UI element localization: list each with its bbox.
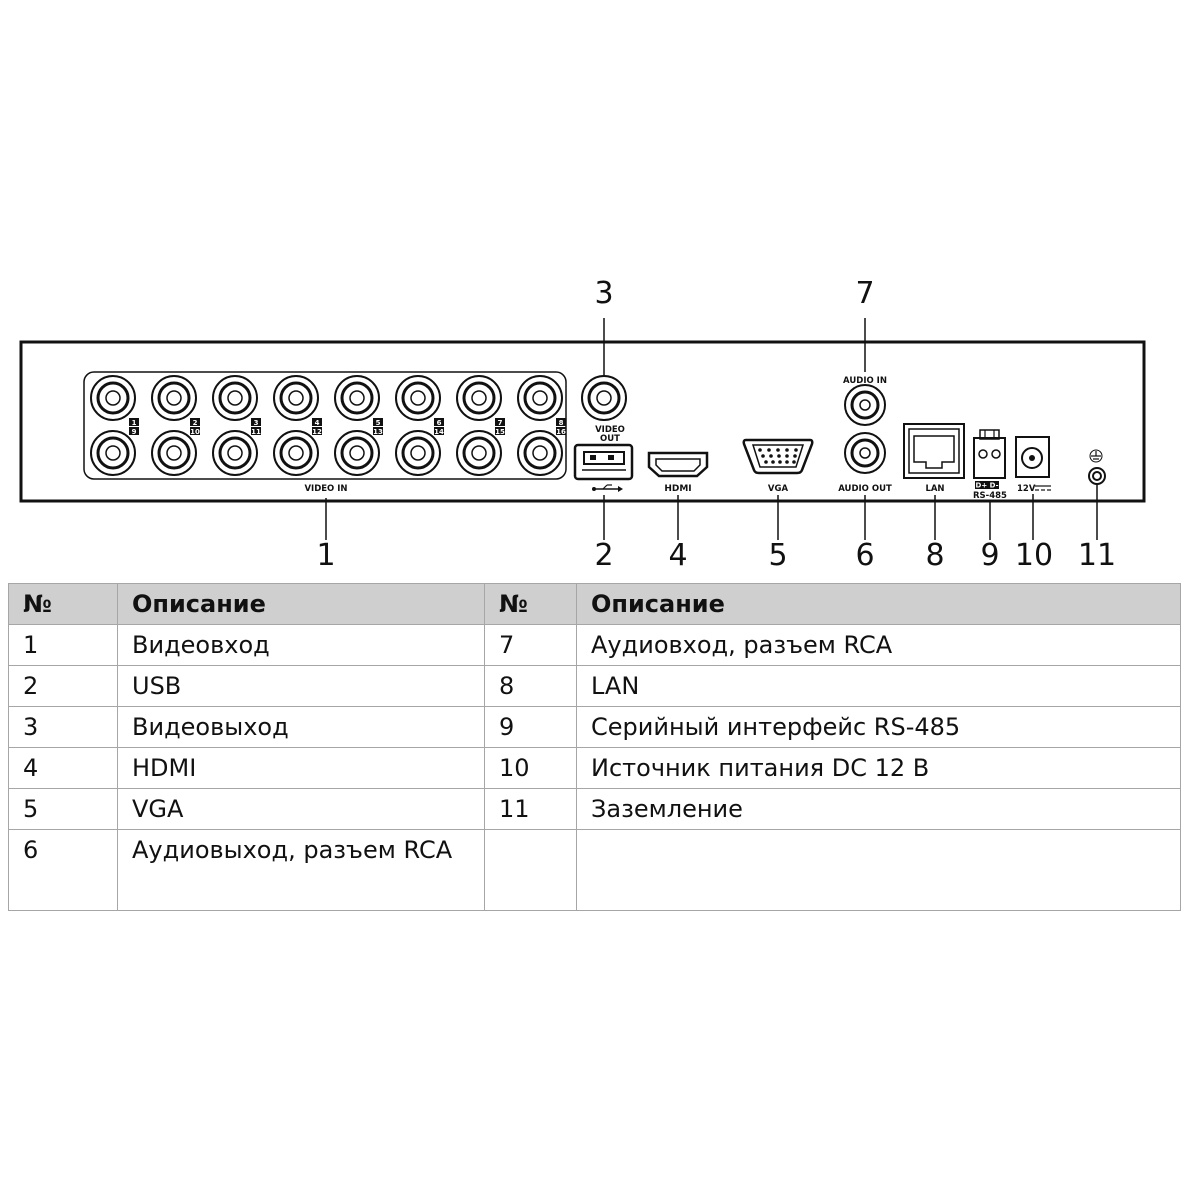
- vga-pin: [794, 448, 798, 452]
- video-in-bnc-port: [152, 431, 196, 475]
- header-number-right: №: [485, 584, 577, 625]
- vga-pin: [778, 460, 782, 464]
- rear-panel-diagram: [0, 0, 1200, 580]
- video-in-bnc-port: [91, 431, 135, 475]
- vga-pin: [758, 448, 762, 452]
- video-in-bnc-port: [518, 376, 562, 420]
- row-number: 6: [9, 830, 118, 911]
- callout-1: 1: [316, 538, 336, 573]
- table-row: [9, 748, 1181, 789]
- row-description: Видеовыход: [118, 707, 485, 748]
- channel-number-label: 6: [436, 418, 442, 427]
- header-description-right: Описание: [577, 584, 1181, 625]
- channel-number-label: 9: [131, 427, 137, 436]
- callout-3: 3: [594, 276, 614, 311]
- vga-pin: [764, 460, 768, 464]
- video-in-bnc-port: [274, 431, 318, 475]
- video-in-bnc-port: [396, 376, 440, 420]
- channel-number-label: 3: [253, 418, 259, 427]
- row-description: Аудиовход, разъем RCA: [577, 625, 1181, 666]
- video-in-group-frame: [84, 372, 566, 479]
- callout-4: 4: [668, 538, 688, 573]
- row-description: Заземление: [577, 789, 1181, 830]
- table-row: [9, 625, 1181, 666]
- row-number: 9: [485, 707, 577, 748]
- power-dc-jack: [1016, 437, 1049, 477]
- vga-pin: [776, 448, 780, 452]
- row-description: Аудиовыход, разъем RCA: [118, 830, 485, 911]
- vga-label: VGA: [767, 484, 789, 494]
- table-row: [9, 707, 1181, 748]
- video-in-bnc-port: [457, 376, 501, 420]
- row-number: [485, 830, 577, 911]
- row-number: 5: [9, 789, 118, 830]
- channel-number-label: 7: [497, 418, 503, 427]
- callout-8: 8: [925, 538, 945, 573]
- table-row: [9, 830, 1181, 911]
- vga-pin: [793, 454, 797, 458]
- channel-number-label: 16: [556, 427, 566, 436]
- callout-10: 10: [1014, 538, 1054, 573]
- table-row: [9, 666, 1181, 707]
- row-description: VGA: [118, 789, 485, 830]
- channel-number-label: 1: [131, 418, 137, 427]
- row-number: 1: [9, 625, 118, 666]
- row-description: [577, 830, 1181, 911]
- video-in-bnc-group: [91, 376, 566, 475]
- row-number: 4: [9, 748, 118, 789]
- callout-9: 9: [980, 538, 1000, 573]
- channel-number-label: 2: [192, 418, 198, 427]
- vga-pin: [761, 454, 765, 458]
- channel-number-label: 8: [558, 418, 564, 427]
- port-description-table: [8, 583, 1181, 911]
- vga-pin: [767, 448, 771, 452]
- row-number: 3: [9, 707, 118, 748]
- row-number: 10: [485, 748, 577, 789]
- row-description: Источник питания DC 12 В: [577, 748, 1181, 789]
- lan-rj45-port: [904, 424, 964, 478]
- channel-number-label: 4: [314, 418, 320, 427]
- vga-port: [744, 440, 813, 473]
- video-out-label-line1: VIDEO: [595, 425, 625, 435]
- video-in-bnc-port: [335, 376, 379, 420]
- channel-number-label: 5: [375, 418, 381, 427]
- row-description: Видеовход: [118, 625, 485, 666]
- row-description: USB: [118, 666, 485, 707]
- channel-number-label: 10: [190, 427, 200, 436]
- ground-symbol-icon: [1090, 450, 1102, 462]
- video-in-bnc-port: [213, 376, 257, 420]
- video-in-bnc-port: [91, 376, 135, 420]
- row-description: Серийный интерфейс RS-485: [577, 707, 1181, 748]
- vga-pin: [777, 454, 781, 458]
- audio-out-rca-port: [845, 433, 885, 473]
- vga-pin: [771, 460, 775, 464]
- dc-symbol-icon: [1035, 486, 1051, 490]
- audio-in-label: AUDIO IN: [843, 376, 887, 386]
- row-number: 8: [485, 666, 577, 707]
- video-out-label-line2: OUT: [600, 434, 620, 444]
- video-in-bnc-port: [213, 431, 257, 475]
- row-number: 11: [485, 789, 577, 830]
- vga-pin: [785, 454, 789, 458]
- video-out-bnc-port: [582, 376, 626, 420]
- usb-port: [575, 445, 632, 479]
- video-in-bnc-port: [335, 431, 379, 475]
- row-description: HDMI: [118, 748, 485, 789]
- video-in-label: VIDEO IN: [304, 484, 348, 494]
- row-number: 7: [485, 625, 577, 666]
- rs485-terminal-port: [974, 430, 1005, 478]
- vga-pin: [785, 448, 789, 452]
- channel-number-label: 13: [373, 427, 383, 436]
- video-in-bnc-port: [457, 431, 501, 475]
- callout-7: 7: [855, 276, 875, 311]
- audio-in-rca-port: [845, 385, 885, 425]
- callout-11: 11: [1077, 538, 1117, 573]
- row-number: 2: [9, 666, 118, 707]
- usb-symbol-icon: [592, 485, 623, 492]
- rs485-pin-label: D+ D-: [975, 481, 999, 490]
- callout-2: 2: [594, 538, 614, 573]
- callout-5: 5: [768, 538, 788, 573]
- vga-pin: [785, 460, 789, 464]
- video-in-bnc-port: [518, 431, 562, 475]
- vga-pin: [769, 454, 773, 458]
- hdmi-logo-label: HDMI: [664, 484, 692, 494]
- header-description-left: Описание: [118, 584, 485, 625]
- channel-number-label: 11: [251, 427, 261, 436]
- power-label: 12V: [1017, 484, 1036, 494]
- rs485-label: RS-485: [973, 491, 1007, 501]
- lan-label: LAN: [925, 484, 945, 494]
- video-in-bnc-port: [396, 431, 440, 475]
- audio-out-label: AUDIO OUT: [838, 484, 892, 494]
- table-row: [9, 789, 1181, 830]
- video-in-bnc-port: [152, 376, 196, 420]
- vga-pins: [758, 448, 798, 464]
- ground-terminal: [1089, 468, 1105, 484]
- hdmi-port: [649, 453, 707, 476]
- video-in-bnc-port: [274, 376, 318, 420]
- vga-pin: [792, 460, 796, 464]
- channel-number-label: 12: [312, 427, 322, 436]
- channel-number-label: 14: [434, 427, 444, 436]
- row-description: LAN: [577, 666, 1181, 707]
- callout-6: 6: [855, 538, 875, 573]
- channel-number-label: 15: [495, 427, 505, 436]
- table-header-row: [9, 584, 1181, 625]
- header-number-left: №: [9, 584, 118, 625]
